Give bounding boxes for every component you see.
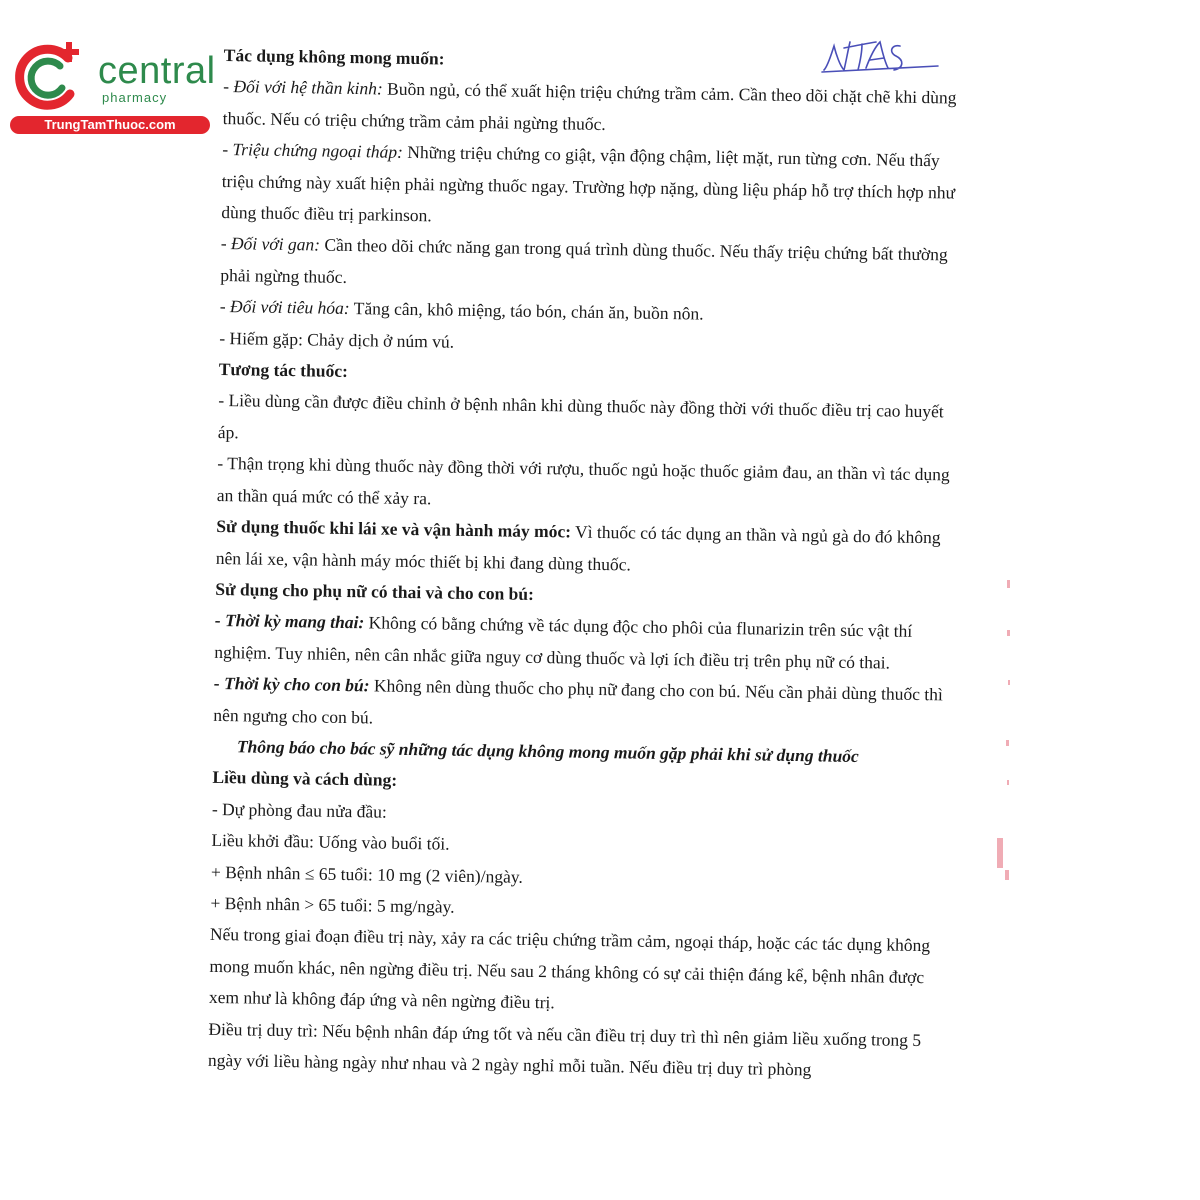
side-effect-extrapyramidal-text: Những triệu chứng co giật, vận động chậm, liệt mặt, run từng cơn. Nếu thấy triệu chứng này xuất hiện phải ngừng thuốc ngay. Trường hợp nặng, dùng liệu pháp hỗ trợ thích hợp như dùng thuốc điều trị parkinson. [221, 142, 956, 226]
document-page [208, 40, 964, 1088]
pregnancy-heading: Sử dụng cho phụ nữ có thai và cho con bú: [215, 578, 535, 604]
dosage-line-3: + Bệnh nhân ≤ 65 tuổi: 10 mg (2 viên)/ngày. [210, 861, 523, 887]
driving-heading: Sử dụng thuốc khi lái xe và vận hành máy móc: [216, 516, 572, 542]
side-effect-digestive-text: Tăng cân, khô miệng, táo bón, chán ăn, buồn nôn. [349, 298, 704, 324]
dosage-line-1: - Dự phòng đau nửa đầu: [211, 798, 388, 822]
pregnancy-label: - Thời kỳ mang thai: [214, 610, 365, 633]
driving-section [216, 511, 957, 585]
dosage-paragraph-1: Nếu trong giai đoạn điều trị này, xảy ra các triệu chứng trầm cảm, ngoại tháp, hoặc các tác dụng không mong muốn khác, nên ngừng điều trị. Nếu sau 2 tháng không có sự cải thiện đáng kể, bệnh nhân được xem như là không đáp ứng và nên ngừng điều trị. [208, 924, 931, 1013]
side-effect-liver [220, 228, 961, 302]
side-effects-heading: Tác dụng không mong muốn: [223, 44, 445, 69]
central-pharmacy-logo [10, 36, 215, 136]
side-effect-nervous [223, 71, 964, 145]
pregnancy-item [214, 605, 955, 679]
side-effect-rare: - Hiếm gặp: Chảy dịch ở núm vú. [219, 327, 455, 352]
lactation-item [213, 668, 954, 742]
dosage-paragraph-2: Điều trị duy trì: Nếu bệnh nhân đáp ứng tốt và nếu cần điều trị duy trì thì nên giảm liều xuống trong 5 ngày với liều hàng ngày như nhau và 2 ngày nghỉ mỗi tuần. Nếu điều trị duy trì phòng [207, 1018, 922, 1080]
side-effect-liver-label: - Đối với gan: [220, 233, 321, 255]
pregnancy-text: Không có bằng chứng về tác dụng độc cho phôi của flunarizin trên súc vật thí nghiệm. Tuy nhiên, nên cân nhắc giữa nguy cơ dùng thuốc và lợi ích điều trị trên phụ nữ có thai. [214, 612, 913, 673]
side-effect-nervous-text: Buồn ngủ, có thể xuất hiện triệu chứng trầm cảm. Cần theo dõi chặt chẽ khi dùng thuốc. Nếu có triệu chứng trầm cảm phải ngừng thuốc. [222, 78, 957, 134]
side-effect-liver-text: Cần theo dõi chức năng gan trong quá trình dùng thuốc. Nếu thấy triệu chứng bất thường phải ngừng thuốc. [220, 234, 948, 287]
brand-name: central [98, 50, 216, 92]
driving-text: Vì thuốc có tác dụng an thần và ngủ gà do đó không nên lái xe, vận hành máy móc thiết bị khi đang dùng thuốc. [215, 521, 941, 574]
brand-subtitle: pharmacy [102, 90, 168, 105]
logo-mark-icon [10, 36, 92, 116]
dosage-heading: Liều dùng và cách dùng: [212, 767, 398, 791]
dosage-line-2: Liều khởi đầu: Uống vào buổi tối. [211, 830, 450, 854]
brand-website-badge: TrungTamThuoc.com [10, 116, 210, 134]
lactation-text: Không nên dùng thuốc cho phụ nữ đang cho con bú. Nếu cần phải dùng thuốc thì nên ngưng cho con bú. [213, 675, 943, 727]
side-effect-digestive-label: - Đối với tiêu hóa: [219, 296, 350, 319]
doctor-notice: Thông báo cho bác sỹ những tác dụng không mong muốn gặp phải khi sử dụng thuốc [236, 736, 859, 766]
side-effect-extrapyramidal-label: - Triệu chứng ngoại tháp: [222, 139, 404, 163]
red-stamp-marks [985, 570, 1015, 910]
interaction-item-2: - Thận trọng khi dùng thuốc này đồng thời với rượu, thuốc ngủ hoặc thuốc giảm đau, an thần vì tác dụng an thần quá mức có thể xảy ra. [216, 453, 950, 509]
dosage-line-4: + Bệnh nhân > 65 tuổi: 5 mg/ngày. [210, 892, 455, 917]
side-effect-extrapyramidal [221, 134, 962, 240]
side-effect-nervous-label: - Đối với hệ thần kinh: [223, 76, 383, 99]
interactions-heading: Tương tác thuốc: [218, 359, 349, 382]
lactation-label: - Thời kỳ cho con bú: [213, 673, 370, 696]
interaction-item-1: - Liều dùng cần được điều chỉnh ở bệnh nhân khi dùng thuốc này đồng thời với thuốc điều trị cao huyết áp. [217, 390, 944, 443]
